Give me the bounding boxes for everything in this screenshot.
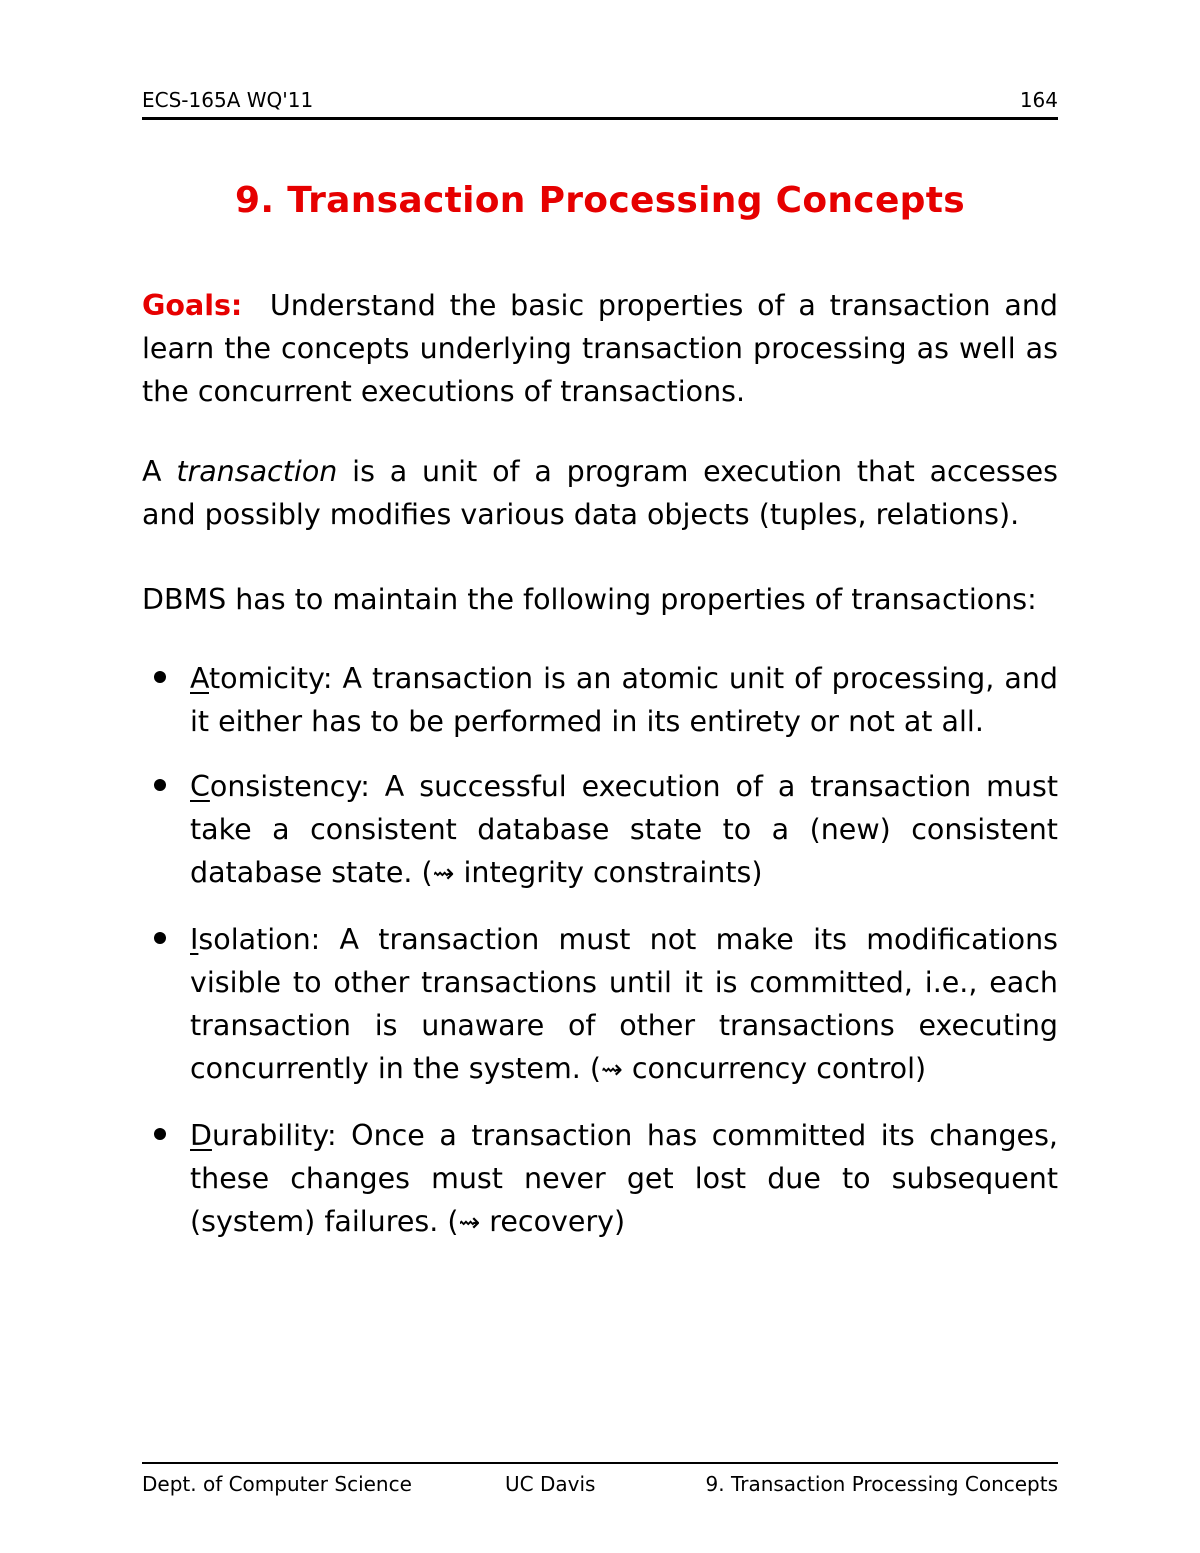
property-atomicity xyxy=(142,657,1058,743)
definition-prefix: A xyxy=(142,455,162,488)
property-text: A transaction is an atomic unit of processing, and it either has to be performed in its entirety or not at all. xyxy=(190,662,1058,738)
footer-university: UC Davis xyxy=(505,1472,596,1496)
footer-department: Dept. of Computer Science xyxy=(142,1472,412,1496)
property-text: Once a transaction has committed its changes, these changes must never get lost due to subsequent (system) failures. ( xyxy=(190,1119,1058,1238)
goals-label: Goals: xyxy=(142,289,243,322)
leads-to-arrow-icon: ⇝ xyxy=(458,1208,481,1238)
bullet-icon xyxy=(154,1128,166,1140)
property-text: A transaction must not make its modifications visible to other transactions until it is committed, i.e., each transaction is unaware of other transactions executing concurrently in the system. ( xyxy=(190,923,1059,1085)
property-name-rest: solation: xyxy=(198,923,321,956)
definition-paragraph xyxy=(142,450,1058,536)
property-letter: A xyxy=(190,662,209,695)
property-letter: C xyxy=(190,770,210,803)
course-label: ECS-165A WQ'11 xyxy=(142,88,314,112)
header-rule xyxy=(142,117,1058,120)
intro-paragraph: DBMS has to maintain the following properties of transactions: xyxy=(142,583,1037,616)
property-letter: D xyxy=(190,1119,212,1152)
bullet-icon xyxy=(154,671,166,683)
page-header xyxy=(142,88,1058,112)
property-note: integrity constraints) xyxy=(454,856,763,889)
leads-to-arrow-icon: ⇝ xyxy=(600,1055,623,1085)
property-name-rest: urability: xyxy=(211,1119,337,1152)
property-consistency xyxy=(142,765,1058,896)
goals-text: Understand the basic properties of a transaction and learn the concepts underlying transaction processing as well as the concurrent executions of transactions. xyxy=(142,289,1058,408)
definition-text: is a unit of a program execution that accesses and possibly modifies various data objects (tuples, relations). xyxy=(142,455,1058,531)
footer-chapter: 9. Transaction Processing Concepts xyxy=(705,1472,1058,1496)
goals-paragraph xyxy=(142,284,1058,413)
property-text: A successful execution of a transaction must take a consistent database state to a (new) consistent database state. ( xyxy=(190,770,1059,889)
page-footer xyxy=(142,1472,1058,1496)
property-note: concurrency control) xyxy=(622,1052,927,1085)
bullet-icon xyxy=(154,932,166,944)
property-isolation xyxy=(142,918,1058,1092)
footer-rule xyxy=(142,1462,1058,1464)
bullet-icon xyxy=(154,779,166,791)
property-note: recovery) xyxy=(480,1205,626,1238)
leads-to-arrow-icon: ⇝ xyxy=(432,859,455,889)
property-durability xyxy=(142,1114,1058,1245)
property-name-rest: onsistency: xyxy=(209,770,370,803)
property-letter: I xyxy=(190,923,199,956)
acid-properties-list xyxy=(142,657,1058,1267)
property-name-rest: tomicity: xyxy=(209,662,333,695)
definition-term: transaction xyxy=(176,455,338,488)
page-title: 9. Transaction Processing Concepts xyxy=(235,180,965,221)
page-number: 164 xyxy=(1019,88,1058,112)
